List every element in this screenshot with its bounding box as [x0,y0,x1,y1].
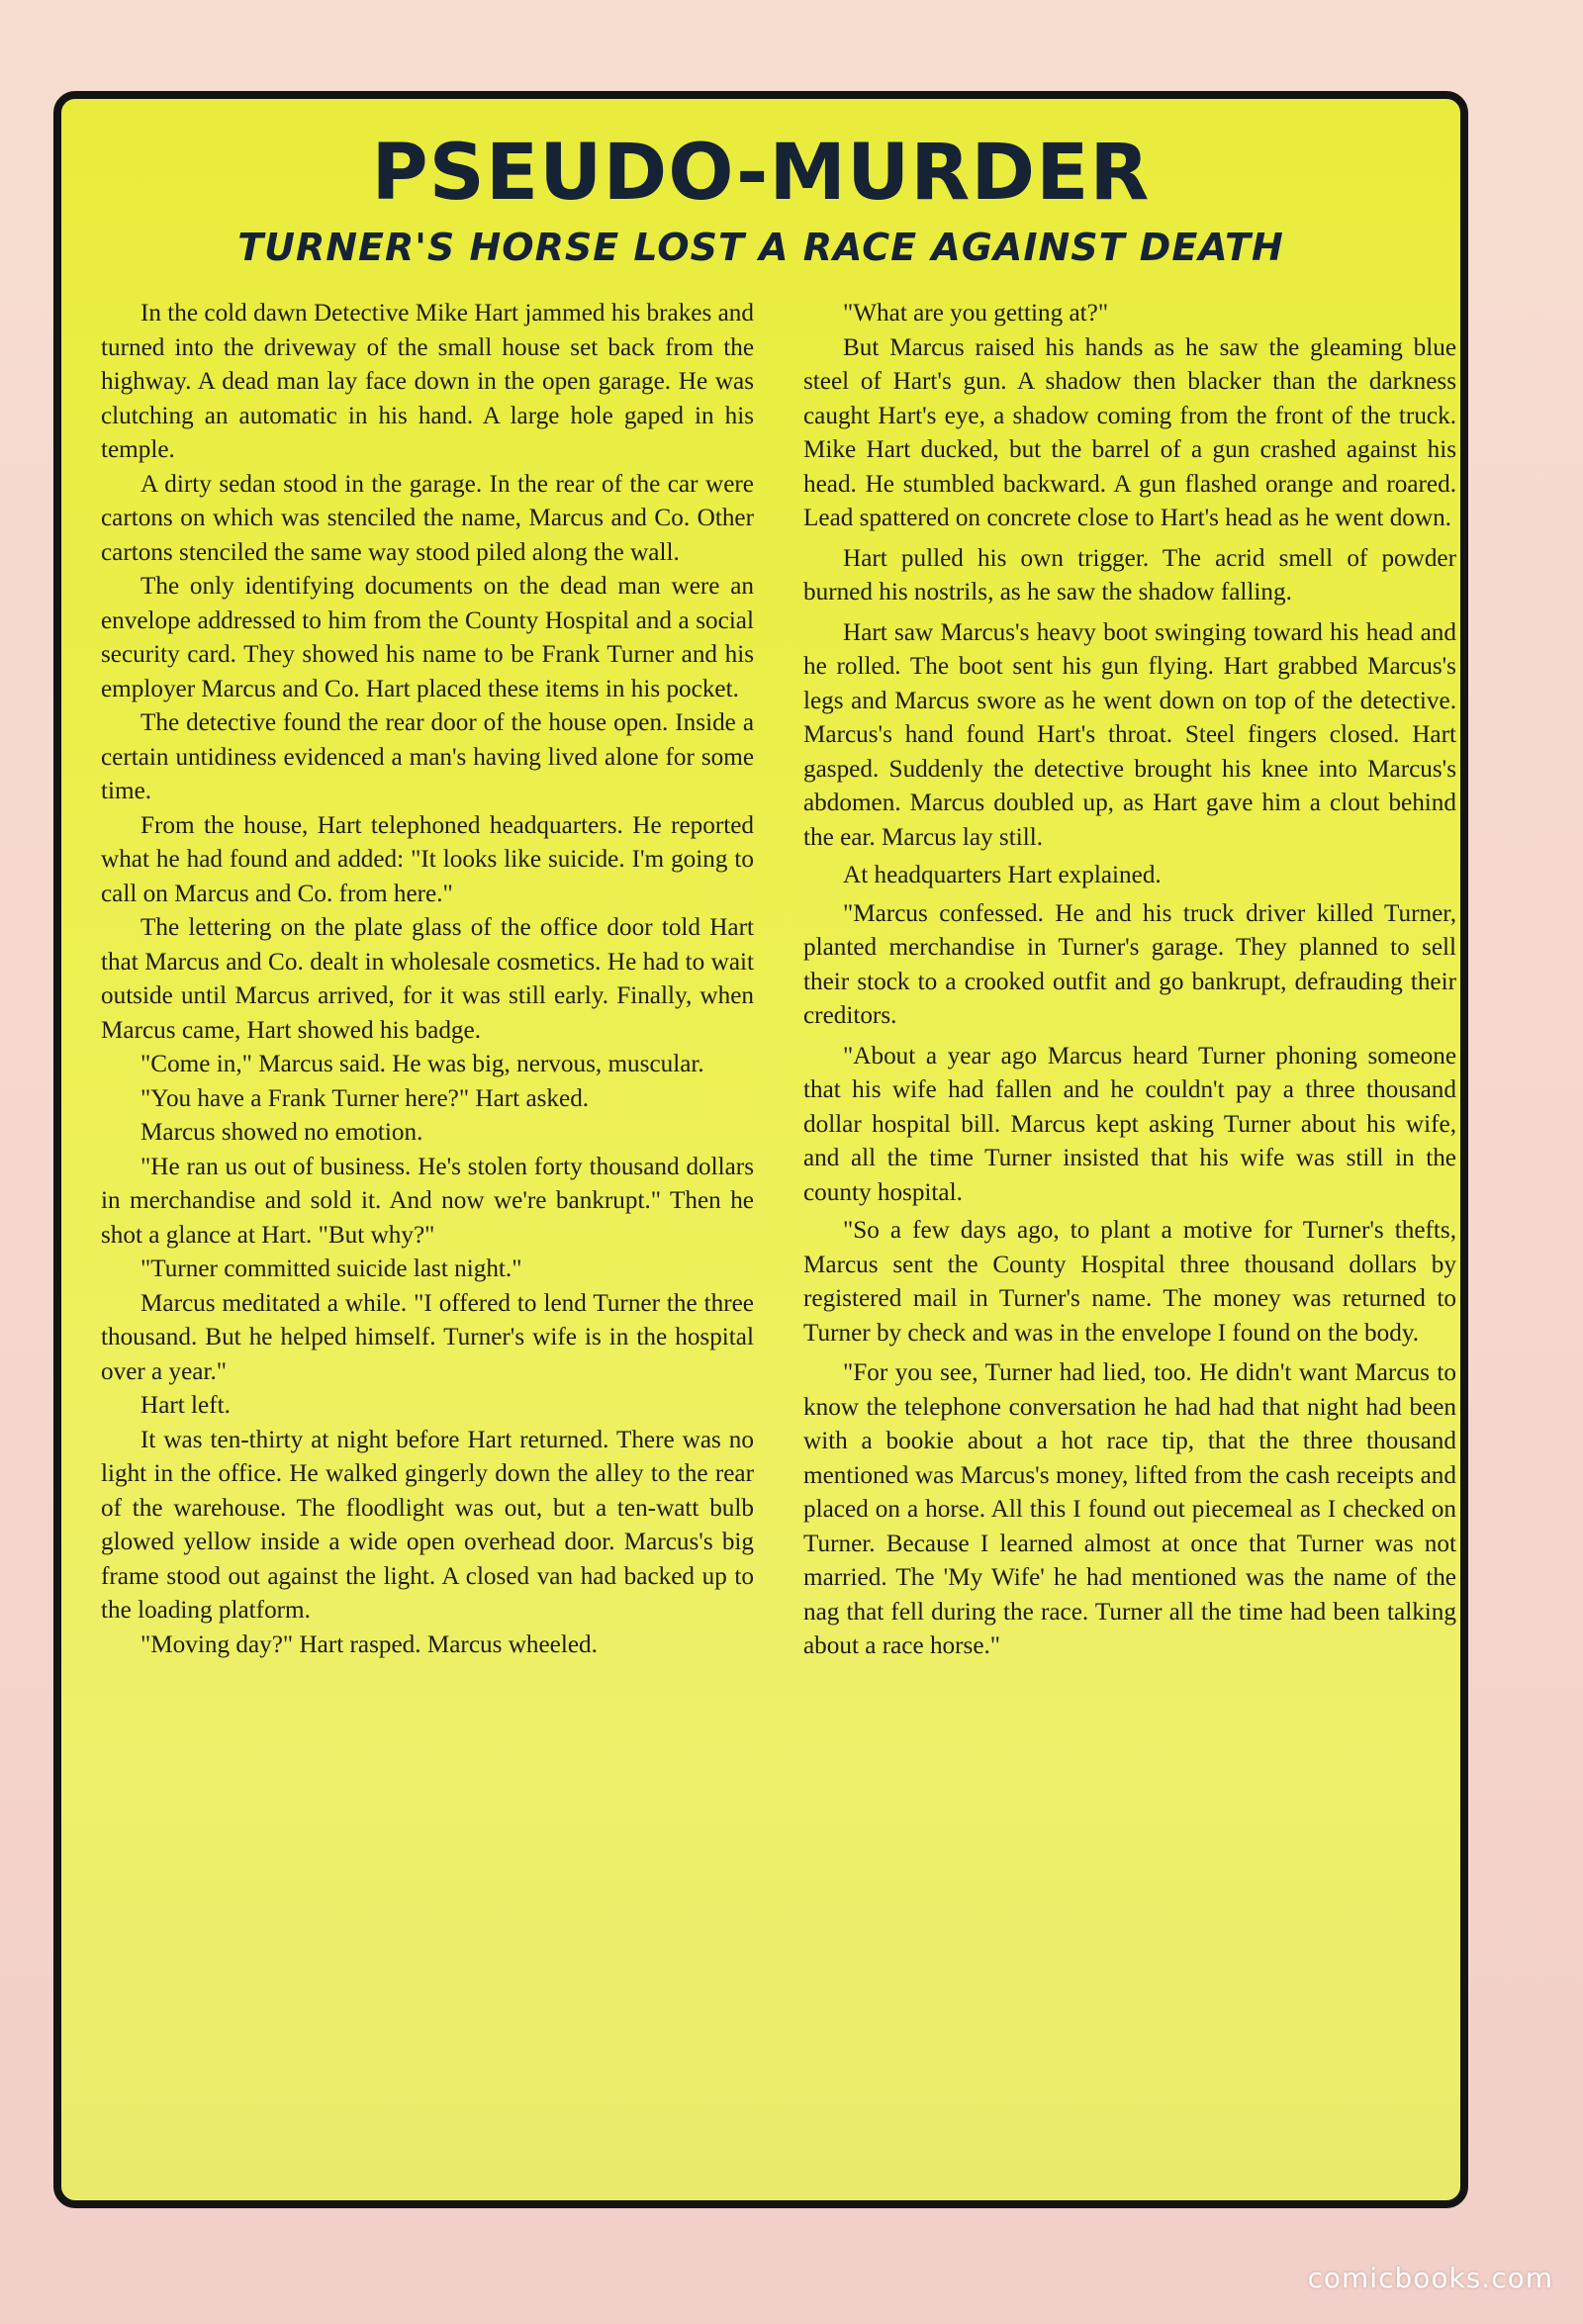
right-column [803,297,1456,1664]
story-subtitle: TURNER'S HORSE LOST A RACE AGAINST DEATH [237,226,1284,269]
paragraph: Hart pulled his own trigger. The acrid smell of powder burned his nostrils, as he saw the shadow falling. [803,544,1456,605]
paragraph: "Come in," Marcus said. He was big, nervous, muscular. [140,1051,704,1077]
paragraph: "For you see, Turner had lied, too. He didn't want Marcus to know the telephone conversation he had had that night had been with a bookie about a hot race tip, that the three thousand mentioned was Marcus's money, lifted from the cash receipts and placed on a horse. All this I found out piecemeal as I checked on Turner. Because I learned almost at once that Turner was not married. The 'My Wife' he had mentioned was the name of the nag that fell during the race. Turner all the time had been talking about a race horse." [803,1359,1456,1659]
paragraph: The lettering on the plate glass of the office door told Hart that Marcus and Co. dealt in wholesale cosmetics. He had to wait outside until Marcus arrived, for it was still early. Finally, when Marcus came, Hart showed his badge. [101,914,754,1044]
paragraph: Hart left. [140,1392,231,1419]
left-column [101,297,754,1662]
story-title: PSEUDO-MURDER [371,129,1151,218]
paragraph: Marcus meditated a while. "I offered to lend Turner the three thousand. But he helped himself. Turner's wife is in the hospital over a year." [101,1289,754,1385]
paragraph: "Turner committed suicide last night." [140,1255,522,1282]
paragraph: In the cold dawn Detective Mike Hart jammed his brakes and turned into the driveway of the small house set back from the highway. A dead man lay face down in the open garage. He was clutching an automatic in his hand. A large hole gaped in his temple. [101,300,754,463]
paragraph: But Marcus raised his hands as he saw the gleaming blue steel of Hart's gun. A shadow then blacker than the darkness caught Hart's eye, a shadow coming from the front of the truck. Mike Hart ducked, but the barrel of a gun crashed against his head. He stumbled backward. A gun flashed orange and roared. Lead spattered on concrete close to Hart's head as he went down. [803,333,1456,531]
paragraph: "What are you getting at?" [843,300,1109,326]
paragraph: "About a year ago Marcus heard Turner phoning someone that his wife had fallen and he couldn't pay a three thousand dollar hospital bill. Marcus kept asking Turner about his wife, and all the time Turner insisted that his wife was still in the county hospital. [803,1042,1456,1206]
site-watermark: comicbooks.com [1307,2262,1553,2294]
paragraph: Marcus showed no emotion. [140,1119,423,1146]
paragraph: "So a few days ago, to plant a motive for Turner's thefts, Marcus sent the County Hospital three thousand dollars by registered mail in Turner's name. The money was returned to Turner by check and was in the envelope I found on the body. [803,1217,1456,1347]
paragraph: A dirty sedan stood in the garage. In the rear of the car were cartons on which was stenciled the name, Marcus and Co. Other cartons stenciled the same way stood piled along the wall. [101,470,754,566]
paragraph: "Moving day?" Hart rasped. Marcus wheeled. [140,1630,598,1658]
paragraph: The only identifying documents on the dead man were an envelope addressed to him from the County Hospital and a social security card. They showed his name to be Frank Turner and his employer Marcus and Co. Hart placed these items in his pocket. [101,573,754,702]
paragraph: The detective found the rear door of the house open. Inside a certain untidiness evidenced a man's having lived alone for some time. [101,709,754,804]
paragraph: It was ten-thirty at night before Hart returned. There was no light in the office. He walked gingerly down the alley to the rear of the warehouse. The floodlight was out, but a ten-watt bulb glowed yellow inside a wide open overhead door. Marcus's big frame stood out against the light. A closed van had backed up to the loading platform. [101,1426,754,1624]
paragraph: At headquarters Hart explained. [843,862,1162,888]
paragraph: "Marcus confessed. He and his truck driver killed Turner, planted merchandise in Turner's garage. They planned to sell their stock to a crooked outfit and go bankrupt, defrauding their creditors. [803,899,1456,1029]
paragraph: Hart saw Marcus's heavy boot swinging toward his head and he rolled. The boot sent his gun flying. Hart grabbed Marcus's legs and Marcus swore as he went down on top of the detective. Marcus's hand found Hart's throat. Steel fingers closed. Hart gasped. Suddenly the detective brought his knee into Marcus's abdomen. Marcus doubled up, as Hart gave him a clout behind the ear. Marcus lay still. [803,618,1456,851]
paragraph: From the house, Hart telephoned headquarters. He reported what he had found and added: "It looks like suicide. I'm going to call on Marcus and Co. from here." [101,811,754,907]
paragraph: "You have a Frank Turner here?" Hart asked. [140,1084,590,1112]
story-panel [53,91,1468,2208]
paragraph: "He ran us out of business. He's stolen forty thousand dollars in merchandise and sold it. And now we're bankrupt." Then he shot a glance at Hart. "But why?" [101,1153,754,1249]
